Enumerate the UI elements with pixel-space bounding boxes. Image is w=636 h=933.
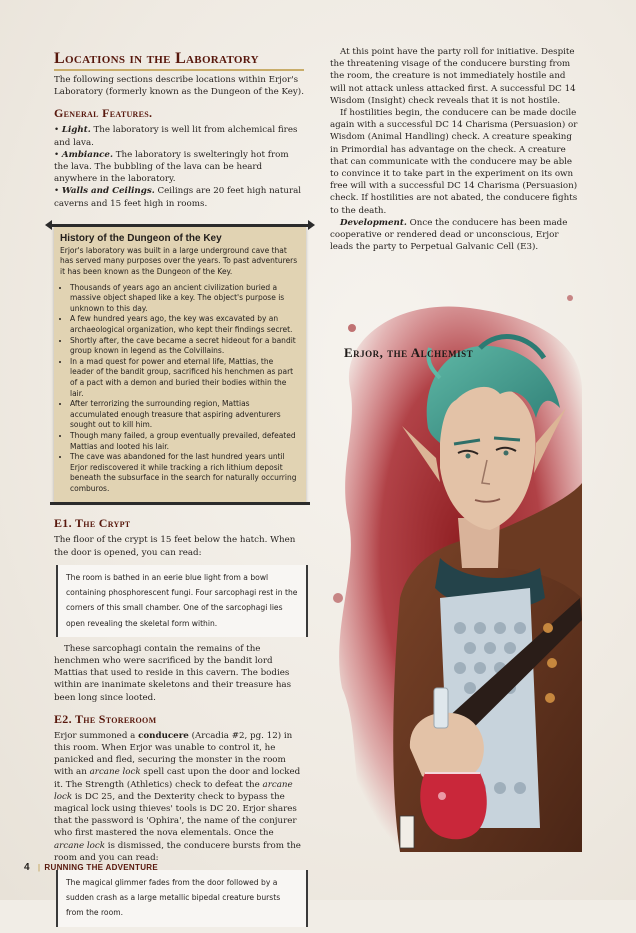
feature-ambiance: • Ambiance. The laboratory is swelteringly hot from the lava. The bubbling of the lava can be heard anywhere in the laboratory. <box>54 149 289 185</box>
intro-text: The following sections describe locations within Erjor's Laboratory (formerly known as the Dungeon of the Key). <box>54 75 304 98</box>
e1-text: The floor of the crypt is 15 feet below the hatch. When the door is opened, you can read: <box>54 535 296 558</box>
footer-section: RUNNING THE ADVENTURE <box>44 863 158 872</box>
feature-text: Ceilings are 20 feet high natural caverns and 15 feet high in rooms. <box>54 186 302 209</box>
footer-separator: | <box>37 863 41 872</box>
e2-text-part: Erjor summoned a <box>54 730 139 741</box>
page-number: 4 <box>24 862 30 873</box>
e2-readaloud: The magical glimmer fades from the door followed by a sudden crash as a large metallic bipedal creature bursts from the room. <box>56 870 308 927</box>
list-item: • The cave was abandoned for the last hundred years until Erjor rediscovered it while tracking a rich lithium deposit beneath the subsurface in the search for naturally occurring comburos. <box>70 452 298 494</box>
e2-text-part: is dismissed, the conducere bursts from the room and you can read: <box>54 840 301 863</box>
sidebar-list <box>60 283 298 495</box>
list-item: • Shortly after, the cave became a secret hideout for a bandit group known in legend as the Colvillains. <box>70 336 298 357</box>
e1-heading: E1. The Crypt <box>54 516 131 531</box>
list-item: • In a mad quest for power and eternal life, Mattias, the leader of the bandit group, sacrificed his henchmen as part of a pact with a demon and buried their bodies within the lair. <box>70 357 298 399</box>
page-footer <box>24 862 158 873</box>
feature-walls: • Walls and Ceilings. Ceilings are 20 feet high natural caverns and 15 feet high in rooms. <box>54 186 302 209</box>
feature-label: Light. <box>61 125 91 136</box>
right-column <box>330 46 582 253</box>
e1-readaloud: The room is bathed in an eerie blue light from a bowl containing phosphorescent fungi. Four sarcophagi rest in the corners of this small chamber. One of the sarcophagi lies open revealing the skeletal form within. <box>56 565 308 637</box>
sidebar-corner-left-icon <box>45 220 52 230</box>
feature-text: The laboratory is swelteringly hot from the lava. The bubbling of the lava can be heard anywhere in the laboratory. <box>54 149 289 185</box>
feature-list <box>54 124 304 209</box>
spell-name: arcane lock <box>54 840 106 851</box>
development-label: Development. <box>340 217 407 228</box>
sidebar-title: History of the Dungeon of the Key <box>60 232 222 244</box>
illustration-caption: Erjor, the Alchemist <box>344 345 474 360</box>
monster-name: conducere <box>138 730 189 741</box>
e2-text-part: is DC 25, and the Dexterity check to bypass the magical lock using thieves' tools is DC 20. Erjor shares that the password is 'Ophira', the name of the conjurer who first mastered the nova elementals. Once the <box>54 791 297 839</box>
sidebar-intro: Erjor's laboratory was built in a large underground cave that has served many purposes over the years. To past adventurers it has been known as the Dungeon of the Key. <box>60 245 298 277</box>
section-title: Locations in the Laboratory <box>54 50 304 71</box>
list-item: • Thousands of years ago an ancient civilization buried a massive object shaped like a key. The object's purpose is unknown to this day. <box>70 283 298 315</box>
feature-light: • Light. The laboratory is well lit from alchemical fires and lava. <box>54 125 298 148</box>
hostilities-text: If hostilities begin, the conducere can be made docile again with a successful DC 14 Charisma (Persuasion) or Wisdom (Animal Handling) check. A creature speaking in Primordial has advantage on the check. A creature that can communicate with the conducere may be able to convince it to take part in the experiment on its own free will with a successful DC 14 Charisma (Persuasion) check. If hostilities are not abated, the conducere fights to the death. <box>330 108 578 216</box>
e1-after-text: These sarcophagi contain the remains of the henchmen who were sacrificed by the bandit lord Mattias that used to reside in this cavern. The bodies within are inanimate skeletons and their treasure has been long since looted. <box>54 643 292 703</box>
feature-text: The laboratory is well lit from alchemical fires and lava. <box>54 125 298 148</box>
initiative-text: At this point have the party roll for initiative. Despite the threatening visage of the conducere bursting from the room, the creature is not immediately hostile and will not attack unless attacked first. A successful DC 14 Wisdom (Insight) check reveals that it is not hostile. <box>330 47 576 106</box>
spell-name: arcane lock <box>89 767 141 778</box>
e2-heading: E2. The Storeroom <box>54 711 157 726</box>
list-item: • Though many failed, a group eventually prevailed, defeated Mattias and looted his lair. <box>70 431 298 452</box>
general-features-heading: General Features. <box>54 106 153 121</box>
list-item: • A few hundred years ago, the key was excavated by an archaeological organization, who kept their findings secret. <box>70 314 298 335</box>
e2-text-part: (Arcadia #2, pg. 12) in this room. When Erjor was unable to control it, he panicked and fled, securing the monster in the room with an <box>54 730 293 778</box>
history-sidebar <box>54 227 306 503</box>
list-item: • After terrorizing the surrounding region, Mattias accumulated enough treasure that aspiring adventurers sought out to kill him. <box>70 399 298 431</box>
development-body: Once the conducere has been made cooperative or rendered dead or unconscious, Erjor leads the party to Perpetual Galvanic Cell (E3). <box>330 217 568 253</box>
e2-text-part: spell cast upon the door and locked it. The Strength (Athletics) check to defeat the <box>54 767 301 790</box>
e2-text <box>54 730 304 864</box>
development-text <box>330 217 582 254</box>
sidebar-corner-right-icon <box>308 220 315 230</box>
feature-label: Ambiance. <box>61 149 113 160</box>
left-column <box>54 50 304 933</box>
feature-label: Walls and Ceilings. <box>61 186 155 197</box>
spell-name: arcane lock <box>54 779 293 802</box>
